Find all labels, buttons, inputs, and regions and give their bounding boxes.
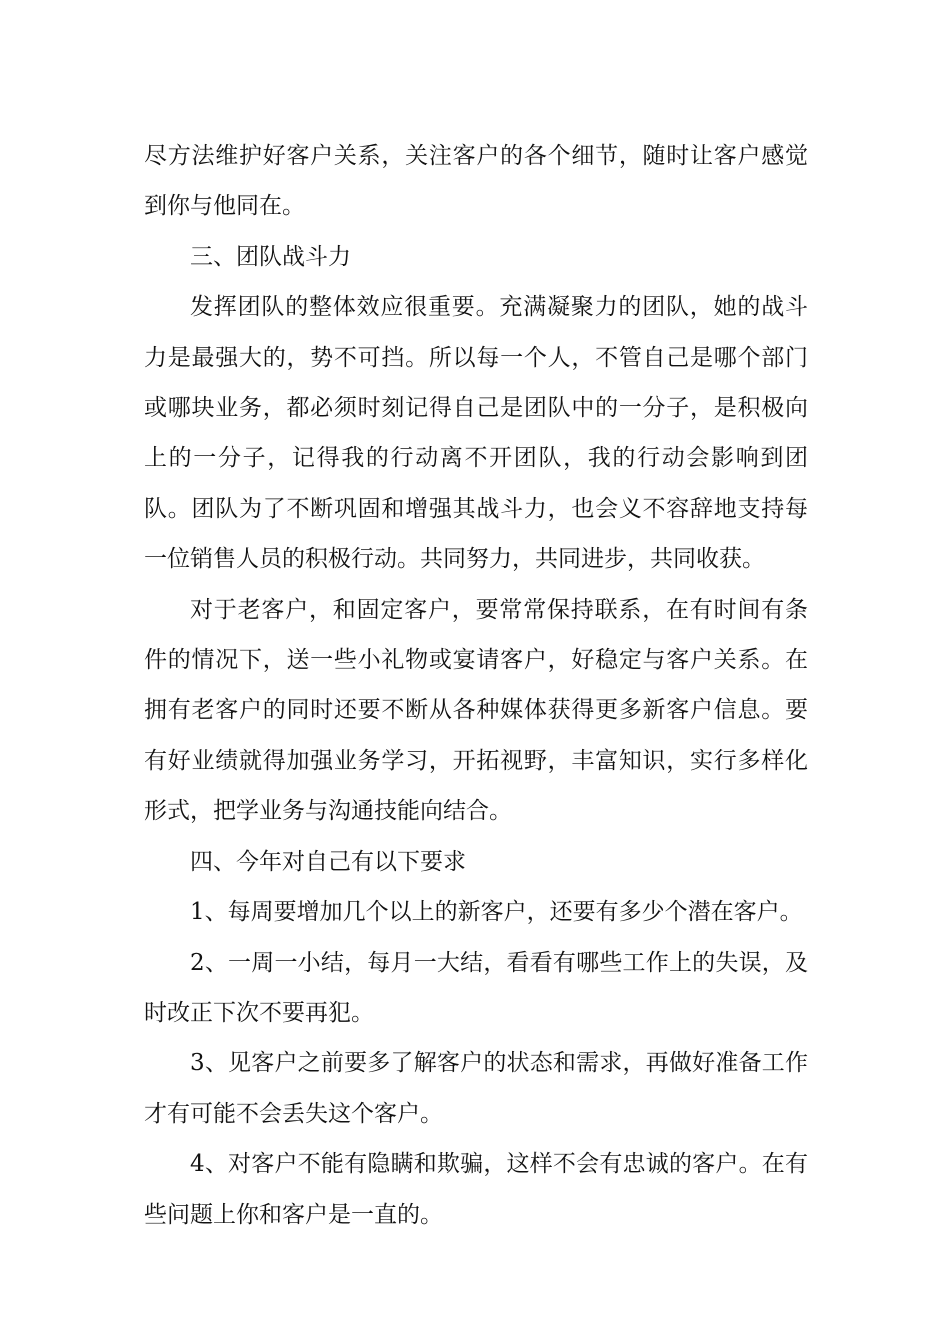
requirement-item-1: 1、每周要增加几个以上的新客户，还要有多少个潜在客户。: [190, 899, 803, 926]
requirement-item-3: 3、见客户之前要多了解客户的状态和需求，再做好准备工作才有可能不会丢失这个客户。: [144, 1050, 808, 1127]
requirement-item-2: 2、一周一小结，每月一大结，看看有哪些工作上的失误，及时改正下次不要再犯。: [144, 949, 808, 1026]
requirement-item-4: 4、对客户不能有隐瞒和欺骗，这样不会有忠诚的客户。在有些问题上你和客户是一直的。: [144, 1151, 808, 1228]
paragraph-team-effect: 发挥团队的整体效应很重要。充满凝聚力的团队，她的战斗力是最强大的，势不可挡。所以每一个人，不管自己是哪个部门或哪块业务，都必须时刻记得自己是团队中的一分子，是积极向上的一分子，记得我的行动离不开团队，我的行动会影响到团队。团队为了不断巩固和增强其战斗力，也会义不容辞地支持每一位销售人员的积极行动。共同努力，共同进步，共同收获。: [144, 294, 808, 573]
paragraph-continuation: 尽方法维护好客户关系，关注客户的各个细节，随时让客户感觉到你与他同在。: [144, 143, 808, 220]
section-heading-requirements: 四、今年对自己有以下要求: [190, 848, 466, 875]
paragraph-old-customers: 对于老客户，和固定客户，要常常保持联系，在有时间有条件的情况下，送一些小礼物或宴请客户，好稳定与客户关系。在拥有老客户的同时还要不断从各种媒体获得更多新客户信息。要有好业绩就得加强业务学习，开拓视野，丰富知识，实行多样化形式，把学业务与沟通技能向结合。: [144, 596, 808, 825]
section-heading-team: 三、团队战斗力: [190, 243, 351, 270]
document-body: [144, 131, 808, 1240]
